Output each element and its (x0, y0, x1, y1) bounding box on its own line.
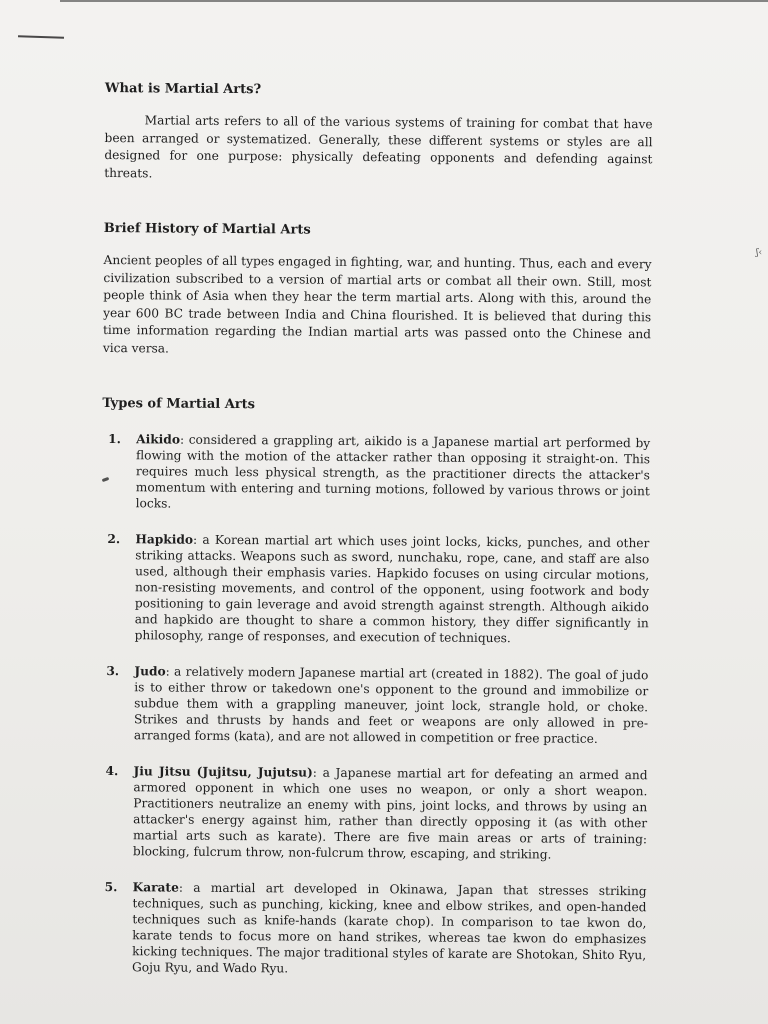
list-description: : a Korean martial art which uses joint locks, kicks, punches, and other striking attacks. Weapons such as sword, nunchaku, rope, cane, and staff are also used, although their emphasis varies. Hapkido focuses on using circular motions, non-resisting movements, and control of the opponent, using footwork and body positioning to gain leverage and avoid strength against strength. Although aikido and hapkido are thought to share a common history, they differ significantly in philosophy, range of responses, and execution of techniques. (134, 532, 650, 646)
list-number: 4. (105, 764, 119, 779)
list-term: Jiu Jitsu (Jujitsu, Jujutsu) (133, 764, 313, 780)
list-term: Karate (132, 880, 179, 895)
list-description: : a martial art developed in Okinawa, Japan that stresses striking techniques, such as punching, kicking, knee and elbow strikes, and open-handed techniques such as knife-hands (karate chop). In comparison to tae kwon do, karate tends to focus more on hand strikes, whereas tae kwon do emphasizes kicking techniques. The major traditional styles of karate are Shotokan, Shito Ryu, Goju Ryu, and Wado Ryu. (131, 880, 647, 976)
list-item-aikido (102, 431, 651, 515)
types-list (98, 431, 650, 979)
page-top-edge (60, 0, 768, 2)
section-heading: What is Martial Arts? (104, 80, 262, 98)
list-description: : a Japanese martial art for defeating an armed and armored opponent in which one uses no weapon, or only a short weapon. Practitioners neutralize an enemy with pins, joint locks, and throws by using an attacker's energy against him, rather than directly opposing it (as with other martial arts such as karate). There are five main areas or arts of training: blocking, fulcrum throw, non-fulcrum throw, escaping, and striking. (132, 765, 648, 862)
section-heading: Types of Martial Arts (102, 395, 256, 413)
section-body: Martial arts refers to all of the various systems of training for combat that have been arranged or systematized. Generally, these different systems or styles are all designed for one purpose: physically defeating opponents and defending against threats. (104, 113, 653, 180)
section-history (103, 220, 652, 361)
list-item-hapkido (101, 531, 650, 647)
section-heading: Brief History of Martial Arts (103, 220, 311, 238)
list-term: Hapkido (135, 532, 194, 547)
list-item-jiu-jitsu (99, 763, 648, 863)
pen-mark (18, 35, 64, 39)
section-types (98, 395, 651, 979)
document-content (98, 80, 653, 999)
list-number: 3. (106, 664, 120, 679)
list-number: 5. (104, 880, 118, 895)
list-number: 2. (107, 532, 121, 547)
list-description: : considered a grappling art, aikido is a Japanese martial art performed by flowing with the motion of the attacker rather than opposing it straight-on. This requires much less physical strength, as the practitioner directs the attacker's momentum with entering and turning motions, followed by various throws or joint locks. (135, 432, 651, 511)
list-term: Judo (134, 664, 166, 679)
list-item-judo (100, 663, 649, 747)
list-number: 1. (108, 432, 121, 447)
list-term: Aikido (136, 432, 181, 447)
edge-scribble: ʃ‹ (756, 248, 763, 258)
list-description: : a relatively modern Japanese martial art (created in 1882). The goal of judo is to either throw or takedown one's opponent to the ground and immobilize or subdue them with a grappling maneuver, joint lock, strangle hold, or choke. Strikes and thrusts by hands and feet or weapons are only allowed in pre-arranged forms (kata), and are not allowed in competition or free practice. (133, 664, 649, 746)
section-what-is (104, 80, 653, 186)
list-item-karate (98, 879, 647, 979)
section-body: Ancient peoples of all types engaged in fighting, war, and hunting. Thus, each and every civilization subscribed to a version of martial arts or combat all their own. Still, most people think of Asia when they hear the term martial arts. Along with this, around the year 600 BC trade between India and China flourished. It is believed that during this time information regarding the Indian martial arts was passed onto the Chinese and vica versa. (102, 252, 652, 356)
